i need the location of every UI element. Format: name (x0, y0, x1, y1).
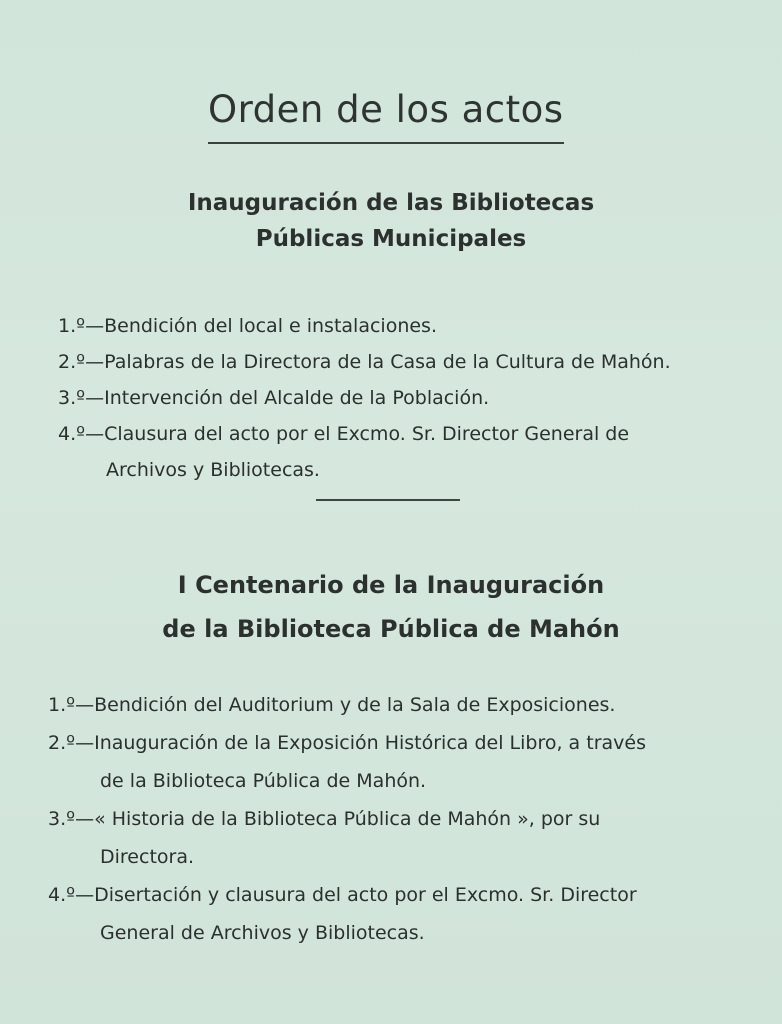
item-text: —Inauguración de la Exposición Histórica del Libro, a través (75, 732, 646, 754)
list-item (48, 800, 738, 876)
item-number: 4.º (58, 423, 86, 445)
list-item (48, 876, 738, 952)
item-text: —Bendición del local e instalaciones. (85, 315, 437, 337)
item-text: —Intervención del Alcalde de la Población. (85, 387, 490, 409)
item-number: 4.º (48, 884, 76, 906)
section1-heading (0, 185, 782, 257)
item-number: 3.º (58, 387, 86, 409)
item-text: —Palabras de la Directora de la Casa de la Cultura de Mahón. (85, 351, 671, 373)
section2-list (48, 686, 738, 952)
section2-heading-line2: de la Biblioteca Pública de Mahón (162, 615, 620, 643)
section1-list (58, 308, 728, 488)
item-continuation: Directora. (100, 846, 195, 868)
section1-heading-line1: Inauguración de las Bibliotecas (187, 190, 595, 216)
section-divider (316, 499, 460, 501)
section1-heading-line2: Públicas Municipales (255, 226, 527, 252)
item-text: —Disertación y clausura del acto por el Excmo. Sr. Director (75, 884, 637, 906)
list-item (48, 724, 738, 800)
list-item (58, 344, 728, 380)
item-text: —Bendición del Auditorium y de la Sala de Exposiciones. (75, 694, 616, 716)
item-continuation: de la Biblioteca Pública de Mahón. (100, 770, 427, 792)
list-item (48, 686, 738, 724)
item-continuation: Archivos y Bibliotecas. (106, 459, 320, 481)
section2-heading-line1: I Centenario de la Inauguración (177, 571, 605, 599)
title-underline (208, 142, 564, 144)
item-number: 2.º (48, 732, 76, 754)
item-continuation: General de Archivos y Bibliotecas. (100, 922, 425, 944)
list-item (58, 308, 728, 344)
item-text: —Clausura del acto por el Excmo. Sr. Director General de (85, 423, 630, 445)
item-text: —« Historia de la Biblioteca Pública de Mahón », por su (75, 808, 601, 830)
item-number: 3.º (48, 808, 76, 830)
page-title: Orden de los actos (208, 88, 564, 131)
item-number: 1.º (58, 315, 86, 337)
list-item (58, 380, 728, 416)
item-number: 1.º (48, 694, 76, 716)
section2-heading (0, 563, 782, 651)
item-number: 2.º (58, 351, 86, 373)
list-item (58, 416, 728, 488)
